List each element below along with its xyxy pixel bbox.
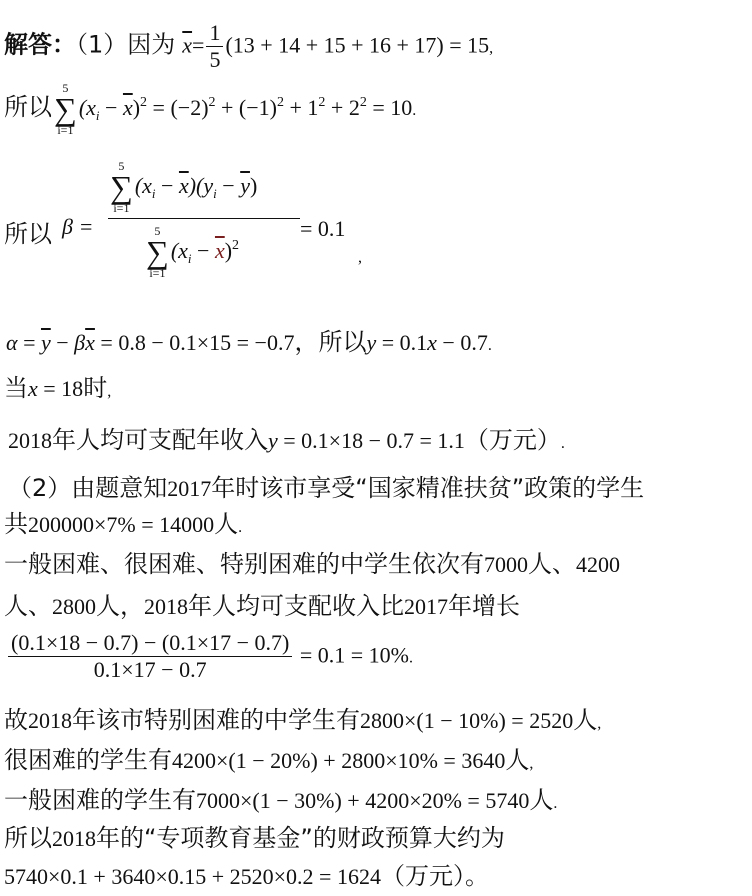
expr: = 0.1	[376, 330, 428, 355]
line-2	[4, 82, 416, 136]
line-12	[4, 708, 601, 733]
var-y: y	[366, 330, 377, 355]
text: 一般困难的学生有	[4, 786, 196, 814]
text: 年该市特别困难的中学生有	[72, 706, 360, 734]
expr: 4200×(1 − 20%) + 2800×10% = 3640	[172, 748, 506, 773]
text: 时	[83, 374, 108, 402]
beta-numerator	[108, 160, 300, 219]
line-11	[6, 632, 413, 681]
line-16	[4, 864, 489, 889]
paren: )	[249, 173, 258, 198]
punct: ,	[529, 755, 534, 772]
fraction-one-fifth	[206, 22, 223, 71]
ybar: $\overline{y}$	[40, 330, 51, 355]
frac-den: 0.1×17 − 0.7	[93, 657, 207, 682]
answer-heading: 解答：	[4, 30, 76, 59]
rhs: + 2	[325, 95, 360, 120]
sigma-sum	[110, 160, 133, 214]
sigma-symbol: ∑	[146, 234, 169, 270]
frac-num: (0.1×18 − 0.7) − (0.1×17 − 0.7)	[8, 632, 292, 657]
sub-i: i	[187, 251, 192, 266]
sigma-upper: 5	[118, 159, 125, 173]
text-so: 所以	[318, 328, 367, 356]
rhs: + (−1)	[215, 95, 277, 120]
punct: ,	[489, 39, 494, 57]
punct: .	[408, 649, 413, 667]
text: 人	[529, 786, 554, 814]
line-4	[6, 330, 492, 355]
sigma-symbol: ∑	[54, 91, 77, 127]
sub-i: i	[213, 186, 217, 201]
var-x: x	[28, 376, 38, 401]
expr: 5740×0.1 + 3640×0.15 + 2520×0.2 = 1624	[4, 864, 381, 889]
text: 故	[4, 706, 28, 734]
text: 由题意知	[71, 474, 168, 502]
sigma-sum	[146, 225, 169, 279]
sup: 2	[318, 95, 326, 110]
line-1	[4, 22, 493, 71]
sup: 2	[232, 238, 240, 253]
text: 当	[4, 374, 28, 402]
line-3	[4, 159, 362, 280]
punct: ，	[294, 328, 319, 356]
text: 一般困难、很困难、特别困难的中学生依次有	[4, 550, 484, 578]
minus: −	[155, 173, 179, 198]
growth-fraction	[8, 632, 292, 681]
text: 年的“专项教育基金”的财政预算大约为	[96, 824, 505, 852]
year: 2017	[404, 594, 448, 619]
part2-label: （2）	[8, 474, 72, 502]
text: 人、	[528, 550, 576, 578]
minus: −	[50, 330, 75, 355]
xbar: $\overline{x}$	[182, 32, 193, 58]
beta: β	[62, 214, 73, 239]
text-because: 因为	[127, 30, 176, 59]
punct: .	[487, 337, 492, 354]
text: 所以	[4, 824, 52, 852]
expr: − 0.7	[436, 330, 488, 355]
expr: (x	[78, 95, 96, 120]
xbar: $\overline{x}$	[85, 330, 95, 355]
punct: ,	[597, 715, 602, 732]
text: 人	[214, 510, 239, 538]
number: 4200	[576, 552, 620, 577]
frac-num: 1	[206, 22, 223, 47]
alpha: α	[6, 330, 18, 355]
year: 2018	[52, 826, 96, 851]
text: 年时该市享受“国家精准扶贫”政策的学生	[211, 474, 645, 502]
line-10	[4, 594, 520, 619]
sigma-lower: i=1	[149, 266, 166, 280]
line-7	[8, 476, 644, 501]
text-so: 所以	[4, 93, 52, 121]
beta-denominator	[108, 219, 300, 279]
number: 2800	[52, 594, 96, 619]
sup: 2	[359, 95, 367, 110]
text: 年人均可支配年收入	[52, 426, 268, 454]
frac-den: 5	[209, 47, 221, 72]
expr: = 0.1×18 − 0.7 = 1.1	[277, 428, 465, 453]
sigma-upper: 5	[62, 81, 69, 95]
xbar: $\overline{x}$	[178, 173, 189, 198]
line-15	[4, 826, 505, 851]
expr: 200000×7% = 14000	[28, 512, 215, 537]
text: 人、	[4, 592, 52, 620]
sigma-sum	[54, 82, 77, 136]
text: 共	[4, 510, 28, 538]
year: 2017	[167, 476, 212, 501]
rhs: + 1	[283, 95, 319, 120]
year: 2018	[144, 594, 188, 619]
punct: ,	[107, 383, 112, 400]
rhs: = 0.1	[300, 216, 346, 241]
sigma-lower: i=1	[57, 123, 74, 137]
sigma-symbol: ∑	[110, 169, 133, 205]
ybar: $\overline{y}$	[240, 173, 250, 198]
equals: =	[80, 214, 93, 239]
expr: 2800×(1 − 10%) = 2520	[360, 708, 574, 733]
number: 7000	[484, 552, 528, 577]
line-13	[4, 748, 533, 773]
var-y: y	[268, 428, 278, 453]
year: 2018	[28, 708, 72, 733]
text: 人	[505, 746, 530, 774]
part1-label: （1）	[76, 30, 128, 59]
expr: (x	[134, 173, 152, 198]
text-so: 所以	[4, 220, 52, 248]
line-5	[4, 376, 111, 401]
sup: 2	[140, 95, 148, 110]
rhs: = (−2)	[147, 95, 209, 120]
punct: .	[238, 519, 243, 536]
expr: = 18	[37, 376, 84, 401]
rhs: = 10	[366, 95, 413, 120]
punct: ,	[358, 249, 362, 266]
punct: .	[560, 435, 565, 452]
punct: 。	[464, 862, 489, 890]
minus: −	[99, 95, 123, 120]
line-8	[4, 512, 242, 537]
sigma-upper: 5	[154, 224, 161, 238]
sigma-lower: i=1	[113, 201, 130, 215]
beta-fraction	[108, 160, 300, 279]
equals: =	[17, 330, 41, 355]
expr: )(y	[188, 173, 214, 198]
equals: =	[192, 32, 205, 58]
expr: = 0.8 − 0.1×15 = −0.7	[94, 330, 295, 355]
xbar: $\overline{x}$	[214, 238, 225, 263]
text: 人	[573, 706, 598, 734]
sub-i: i	[151, 186, 156, 201]
unit: （万元）	[380, 862, 465, 890]
sup: 2	[208, 95, 216, 110]
text: 年人均可支配收入比	[188, 592, 404, 620]
paren: )	[132, 95, 141, 120]
sub-i: i	[95, 108, 100, 123]
punct: .	[553, 795, 558, 812]
text: 人，	[96, 592, 144, 620]
line-14	[4, 788, 557, 813]
punct: .	[412, 102, 417, 119]
year: 2018	[8, 428, 52, 453]
line-6	[8, 428, 565, 453]
paren: )	[224, 238, 233, 263]
beta: β	[74, 330, 86, 355]
sup: 2	[276, 95, 284, 110]
minus: −	[216, 173, 241, 198]
expr: 7000×(1 − 30%) + 4200×20% = 5740	[196, 788, 530, 813]
mean-expr: (13 + 14 + 15 + 16 + 17) = 15	[225, 32, 490, 58]
text: 年增长	[448, 592, 520, 620]
minus: −	[191, 238, 215, 263]
line-9	[4, 552, 620, 577]
text: 很困难的学生有	[4, 746, 172, 774]
rhs: = 0.1 = 10%	[294, 642, 409, 668]
unit: （万元）	[464, 426, 561, 454]
var-x: x	[427, 330, 437, 355]
xbar: $\overline{x}$	[122, 95, 133, 120]
expr: (x	[170, 238, 188, 263]
